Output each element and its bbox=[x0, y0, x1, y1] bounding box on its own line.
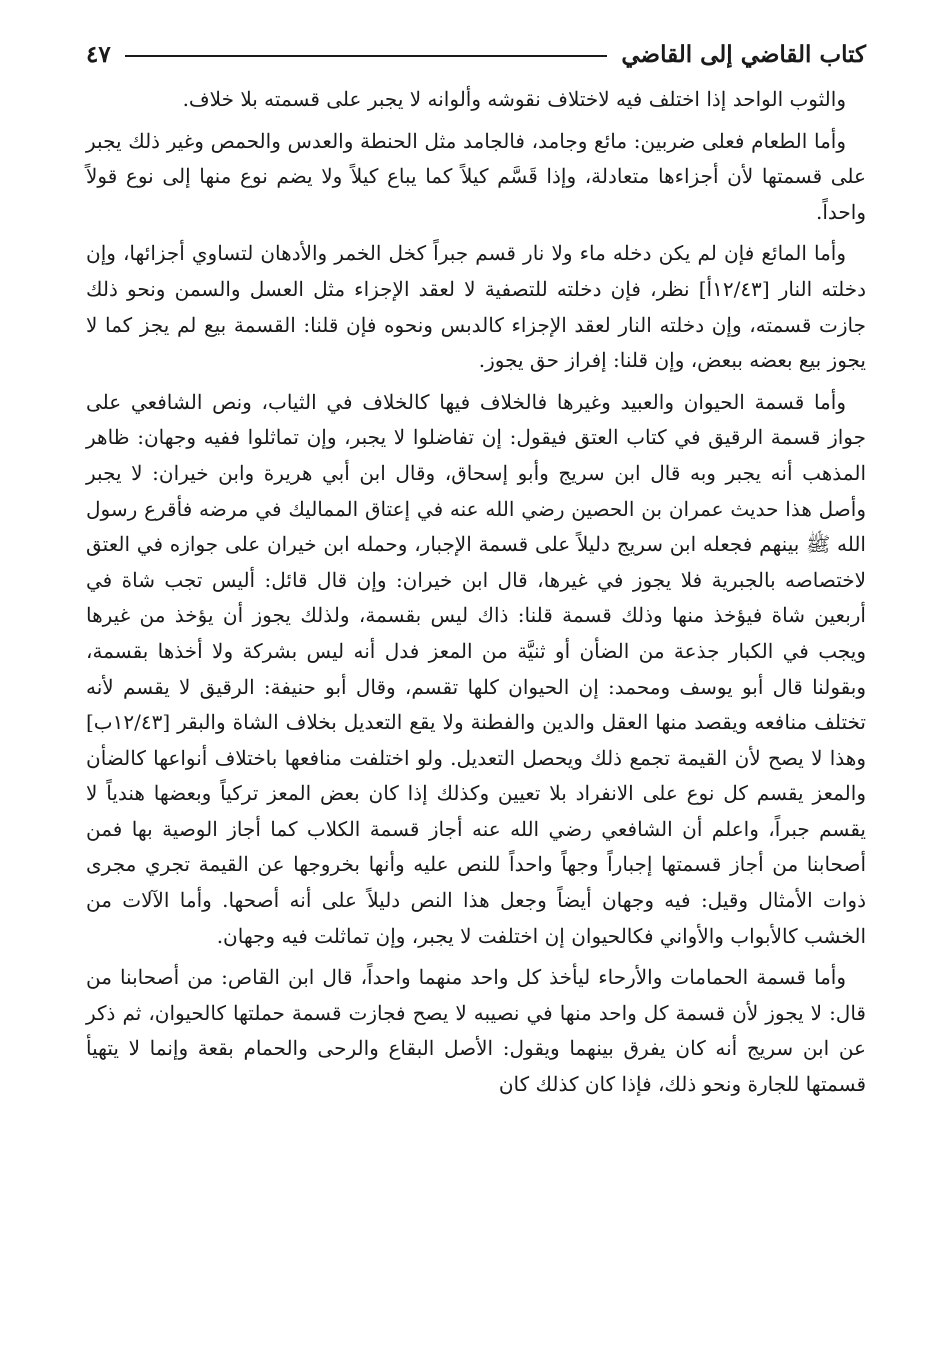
paragraph-animals: وأما قسمة الحيوان والعبيد وغيرها فالخلاف فيها كالخلاف في الثياب، ونص الشافعي على جواز قسمة الرقيق في كتاب العتق فيقول: إن تفاضلوا لا يجبر، وإن تماثلوا ففيه وجهان: ظاهر المذهب أنه يجبر وبه قال ابن سريج وأبو إسحاق، وقال ابن أبي هريرة وابن خيران: لا يجبر وأصل هذا حديث عمران بن الحصين رضي الله عنه في إعتاق المماليك في مرضه فأقرع رسول الله ﷺ بينهم فجعله ابن سريج دليلاً على قسمة الإجبار، وحمله ابن خيران على جوازه في العتق لاختصاصه بالجبرية فلا يجوز في غيرها، قال ابن خيران: وإن قال قائل: أليس تجب شاة في أربعين شاة فيؤخذ منها وذلك قسمة قلنا: ذاك ليس بقسمة، ولذلك يجوز أن يؤخذ من غيرها ويجب في الكبار جذعة من الضأن أو ثنيَّة من المعز فدل أنه ليس بشركة ولا أخذها بقسمة، وبقولنا قال أبو يوسف ومحمد: إن الحيوان كلها تقسم، وقال أبو حنيفة: الرقيق لا يقسم لأنه تختلف منافعه ويقصد منها العقل والدين والفطنة ولا يقع التعديل بخلاف الشاة والبقر [١٢/٤٣ب] وهذا لا يصح لأن القيمة تجمع ذلك ويحصل التعديل. ولو اختلفت منافعها باختلاف أنواعها كالضأن والمعز يقسم كل نوع على الانفراد بلا تعيين وكذلك إذا كان بعض المعز تركياً وبعضها هندياً لا يقسم جبراً، واعلم أن الشافعي رضي الله عنه أجاز قسمة الكلاب كما أجاز الوصية بها فمن أصحابنا من أجاز قسمتها إجباراً وجهاً واحداً للنص عليه وأنها بخروجها عن القيمة تجري مجرى ذوات الأمثال وقيل: فيه وجهان أيضاً وجعل هذا النص دليلاً على أنه أصحها. وأما الآلات من الخشب كالأبواب والأواني فكالحيوان إن اختلفت لا يجبر، وإن تماثلت فيه وجهان. bbox=[86, 389, 866, 948]
book-title: كتاب القاضي إلى القاضي bbox=[621, 40, 866, 68]
main-text bbox=[86, 82, 866, 1109]
paragraph-baths-mills: وأما قسمة الحمامات والأرحاء ليأخذ كل واحد منهما واحداً، قال ابن القاص: من أصحابنا من قال: لا يجوز لأن قسمة كل واحد منها في نصيبه لا يصح فجازت قسمة حملتها كالحيوان، ثم ذكر عن ابن سريج أنه كان يفرق بينهما ويقول: الأصل البقاع والرحى والحمام بقعة وإنما لا يتهيأ قسمتها للجارة ونحو ذلك، فإذا كان كذلك كان bbox=[86, 965, 866, 1097]
paragraph-food: وأما الطعام فعلى ضربين: مائع وجامد، فالجامد مثل الحنطة والعدس والحمص وغير ذلك يجبر على قسمتها لأن أجزاءها متعادلة، وإذا قَسَّم كيلاً كما يباع كيلاً ولا يضم نوع منها إلى نوع قولاً واحداً. bbox=[86, 128, 866, 224]
paragraph-liquids: وأما المائع فإن لم يكن دخله ماء ولا نار قسم جبراً كخل الخمر والأدهان لتساوي أجزائها، وإن دخلته النار [١٢/٤٣أ] نظر، فإن دخلته للتصفية لا لعقد الإجزاء مثل العسل والسمن ونحو ذلك جازت قسمته، وإن دخلته النار لعقد الإجزاء كالدبس ونحوه فإن قلنا: القسمة بيع لم يجز كما لا يجوز بيع بعضه ببعض، وإن قلنا: إفراز حق يجوز. bbox=[86, 241, 866, 373]
page-number: ٤٧ bbox=[86, 40, 111, 68]
paragraph-cloth: والثوب الواحد إذا اختلف فيه لاختلاف نقوشه وألوانه لا يجبر على قسمته بلا خلاف. bbox=[182, 87, 846, 111]
header-rule bbox=[125, 55, 608, 57]
running-header bbox=[86, 34, 866, 74]
